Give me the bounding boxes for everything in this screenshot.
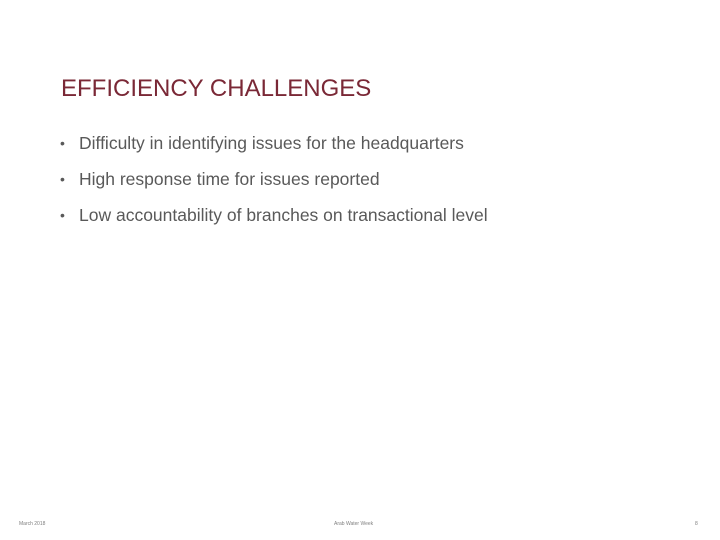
bullet-text: High response time for issues reported xyxy=(79,169,380,189)
bullet-icon: • xyxy=(60,135,65,151)
page-number: 8 xyxy=(695,521,698,527)
slide-title: EFFICIENCY CHALLENGES xyxy=(61,75,372,102)
bullet-text: Low accountability of branches on transactional level xyxy=(79,205,488,225)
bullet-icon: • xyxy=(60,171,65,187)
bullet-icon: • xyxy=(60,207,65,223)
footer-date: March 2018 xyxy=(19,521,46,527)
footer-event-name: Arab Water Week xyxy=(334,521,374,527)
bullet-text: Difficulty in identifying issues for the headquarters xyxy=(79,133,464,153)
